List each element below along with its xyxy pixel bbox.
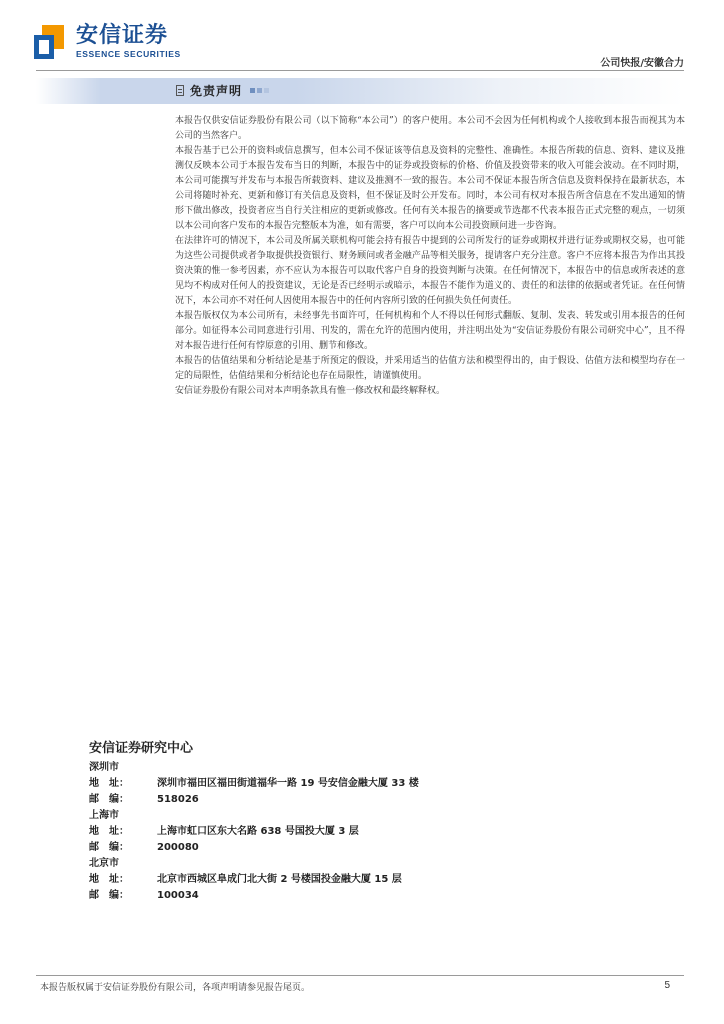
postcode-label: 邮 编： [89, 842, 129, 853]
logo-mark-icon [34, 25, 64, 59]
logo-english-name: ESSENCE SECURITIES [76, 49, 181, 59]
office-address: 深圳市福田区福田街道福华一路 19 号安信金融大厦 33 楼 [157, 778, 419, 789]
disclaimer-paragraph: 本报告版权仅为本公司所有，未经事先书面许可，任何机构和个人不得以任何形式翻版、复制、发表、转发或引用本报告的任何部分。如征得本公司同意进行引用、刊发的，需在允许的范围内使用，并注明出处为“安信证券股份有限公司研究中心”，且不得对本报告进行任何有悖原意的引用、删节和修改。 [175, 311, 685, 351]
office-city: 深圳市 [89, 762, 119, 773]
report-type: 公司快报/安徽合力 [600, 58, 684, 69]
logo-chinese-name: 安信证券 [76, 23, 169, 48]
section-title-text: 免责声明 [190, 84, 243, 98]
page-number: 5 [664, 980, 670, 991]
office-postcode: 100034 [157, 890, 199, 901]
office-address: 上海市虹口区东大名路 638 号国投大厦 3 层 [157, 826, 359, 837]
office-address-row [89, 824, 419, 840]
disclaimer-paragraph: 本报告仅供安信证券股份有限公司（以下简称“本公司”）的客户使用。本公司不会因为任何机构或个人接收到本报告而视其为本公司的当然客户。 [175, 116, 685, 141]
office-postcode-row [89, 888, 419, 904]
office-postcode-row [89, 840, 419, 856]
disclaimer-body [175, 114, 685, 399]
office-postcode: 200080 [157, 842, 199, 853]
header-divider [36, 70, 684, 71]
address-label: 地 址： [89, 778, 129, 789]
office-postcode: 518026 [157, 794, 199, 805]
office-address-row [89, 776, 419, 792]
footer-divider [36, 975, 684, 976]
section-title [176, 82, 271, 99]
section-banner [36, 78, 684, 104]
disclaimer-paragraph: 本报告的估值结果和分析结论是基于所预定的假设，并采用适当的估值方法和模型得出的，由于假设、估值方法和模型均存在一定的局限性，估值结果和分析结论也存在局限性，请谨慎使用。 [175, 356, 685, 381]
company-logo [34, 24, 181, 60]
decorative-squares-icon [250, 88, 271, 93]
office-city: 北京市 [89, 858, 119, 869]
office-address: 北京市西城区阜成门北大街 2 号楼国投金融大厦 15 层 [157, 874, 402, 885]
footer-copyright: 本报告版权属于安信证券股份有限公司，各项声明请参见报告尾页。 [40, 983, 311, 993]
office-postcode-row [89, 792, 419, 808]
research-center [89, 740, 419, 904]
office-city: 上海市 [89, 810, 119, 821]
disclaimer-paragraph: 在法律许可的情况下，本公司及所属关联机构可能会持有报告中提到的公司所发行的证券或期权并进行证券或期权交易，也可能为这些公司提供或者争取提供投资银行、财务顾问或者金融产品等相关服务，提请客户充分注意。客户不应将本报告为作出其投资决策的惟一参考因素，亦不应认为本报告可以取代客户自身的投资判断与决策。在任何情况下，本报告中的信息或所表述的意见均不构成对任何人的投资建议，无论是否已经明示或暗示，本报告不能作为道义的、责任的和法律的依据或者凭证。在任何情况下，本公司亦不对任何人因使用本报告中的任何内容所引致的任何损失负任何责任。 [175, 236, 685, 306]
address-label: 地 址： [89, 874, 129, 885]
disclaimer-paragraph: 安信证券股份有限公司对本声明条款具有惟一修改权和最终解释权。 [175, 386, 446, 396]
document-icon [176, 85, 184, 96]
address-label: 地 址： [89, 826, 129, 837]
postcode-label: 邮 编： [89, 794, 129, 805]
research-center-title: 安信证券研究中心 [89, 741, 194, 756]
office-address-row [89, 872, 419, 888]
postcode-label: 邮 编： [89, 890, 129, 901]
disclaimer-paragraph: 本报告基于已公开的资料或信息撰写，但本公司不保证该等信息及资料的完整性、准确性。本报告所载的信息、资料、建议及推测仅反映本公司于本报告发布当日的判断，本报告中的证券或投资标的价格、价值及投资带来的收入可能会波动。在不同时期，本公司可能撰写并发布与本报告所载资料、建议及推测不一致的报告。本公司不保证本报告所含信息及资料保持在最新状态，本公司将随时补充、更新和修订有关信息及资料，但不保证及时公开发布。同时，本公司有权对本报告所含信息在不发出通知的情形下做出修改，投资者应当自行关注相应的更新或修改。任何有关本报告的摘要或节选都不代表本报告正式完整的观点，一切须以本公司向客户发布的本报告完整版本为准，如有需要，客户可以向本公司投资顾问进一步咨询。 [175, 146, 685, 231]
